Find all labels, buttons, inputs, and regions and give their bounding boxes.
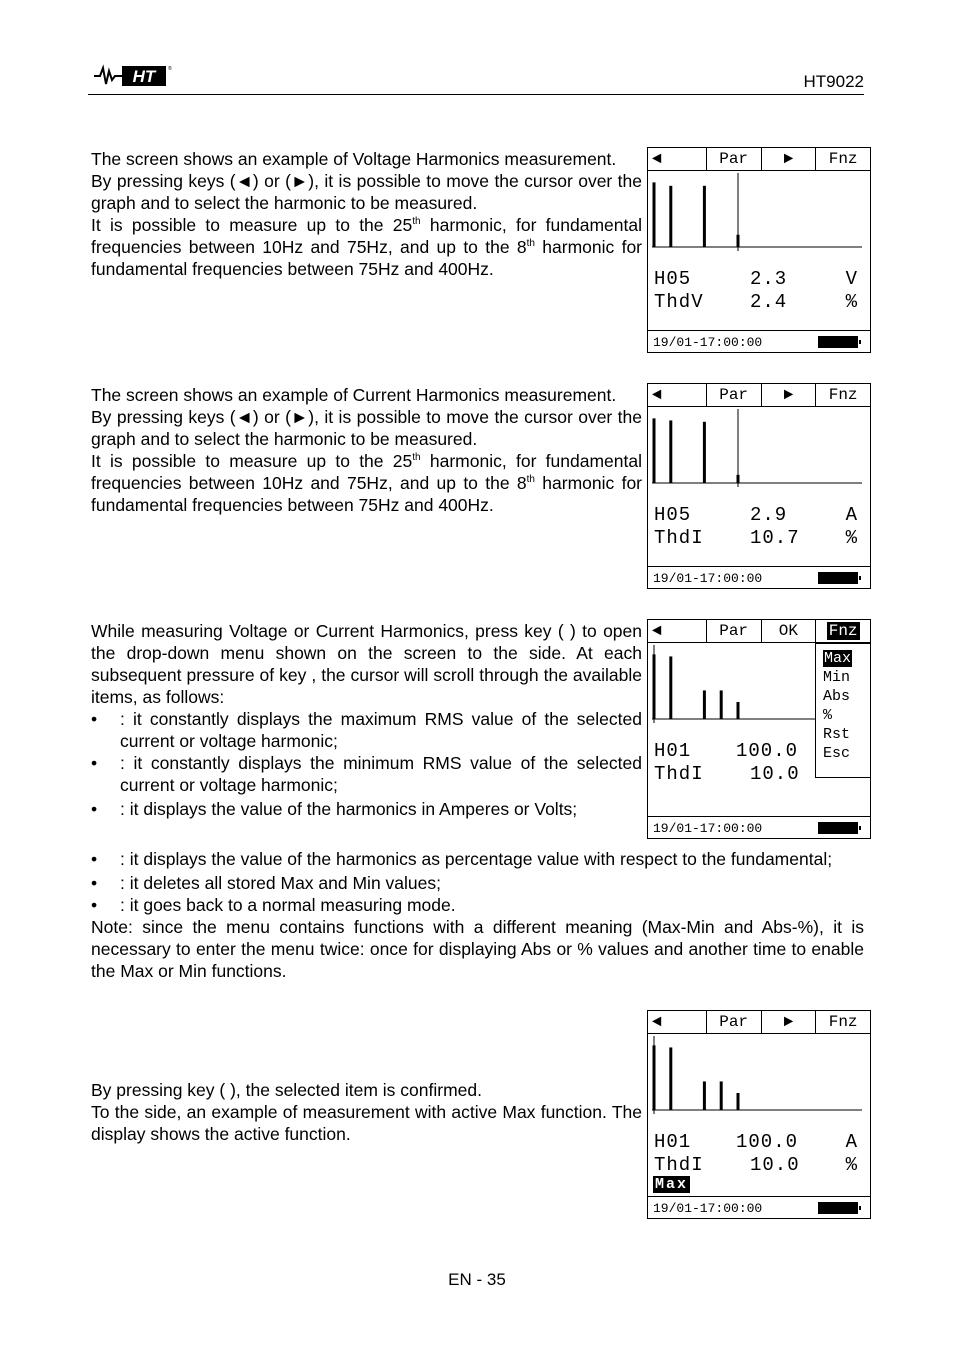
model-name: HT9022 bbox=[803, 72, 864, 91]
thd-value: 10.0 bbox=[750, 763, 800, 785]
lcd-tab-bar bbox=[648, 620, 870, 643]
menu-item-abs[interactable]: Abs bbox=[823, 688, 851, 705]
thd-label: ThdV bbox=[654, 291, 704, 313]
lcd-function-menu bbox=[647, 619, 871, 839]
battery-icon bbox=[818, 572, 858, 584]
harmonic-value: 2.3 bbox=[750, 268, 788, 290]
menu-item-rst[interactable]: Rst bbox=[823, 726, 851, 743]
battery-icon bbox=[818, 822, 858, 834]
section4-p2: To the side, an example of measurement with active Max function. The display shows the active function. bbox=[91, 1102, 642, 1144]
header-rule bbox=[88, 94, 864, 95]
menu-items-list-cont bbox=[91, 848, 864, 916]
tab-ok[interactable]: OK bbox=[761, 620, 816, 642]
tab-fnz[interactable]: Fnz bbox=[815, 1011, 870, 1033]
timestamp: 19/01-17:00:00 bbox=[653, 1201, 763, 1216]
list-item-percent: • : it displays the value of the harmonics as percentage value with respect to the fundamental; bbox=[91, 848, 864, 870]
ht-logo bbox=[92, 62, 170, 88]
tab-fnz-active[interactable]: Fnz bbox=[815, 620, 870, 642]
thd-value: 10.0 bbox=[750, 1154, 800, 1176]
thd-label: ThdI bbox=[654, 763, 704, 785]
lcd-voltage-harmonics bbox=[647, 147, 871, 353]
menu-item-percent[interactable]: % bbox=[823, 707, 833, 724]
section2-text bbox=[91, 384, 642, 516]
tab-right[interactable]: ► bbox=[761, 1011, 816, 1033]
section2-p3: It is possible to measure up to the 25th harmonic, for fundamental frequencies between 10Hz and 75Hz, and up to the 8th harmonic for fundamental frequencies between 75Hz and 400Hz. bbox=[91, 451, 643, 515]
harmonic-unit: A bbox=[845, 504, 858, 526]
harmonic-value: 100.0 bbox=[736, 1131, 799, 1153]
tab-left[interactable]: ◄ bbox=[652, 386, 662, 404]
thd-unit: % bbox=[845, 1154, 858, 1176]
tab-par[interactable]: Par bbox=[706, 148, 761, 170]
section4-p1: By pressing key ( ), the selected item is confirmed. bbox=[91, 1080, 482, 1100]
tab-par[interactable]: Par bbox=[706, 384, 761, 406]
harmonic-label: H05 bbox=[654, 504, 692, 526]
active-function-badge: Max bbox=[655, 1176, 689, 1193]
section1-p1: The screen shows an example of Voltage Harmonics measurement. bbox=[91, 149, 617, 169]
menu-item-max[interactable]: Max bbox=[824, 650, 852, 667]
section1-p3: It is possible to measure up to the 25th harmonic, for fundamental frequencies between 10Hz and 75Hz, and up to the 8th harmonic for fundamental frequencies between 75Hz and 400Hz. bbox=[91, 215, 643, 279]
lcd-max-active bbox=[647, 1010, 871, 1219]
harmonic-value: 2.9 bbox=[750, 504, 788, 526]
tab-right[interactable]: ► bbox=[761, 384, 816, 406]
page-number: EN - 35 bbox=[448, 1270, 506, 1289]
lcd-readings bbox=[648, 265, 870, 321]
thd-value: 2.4 bbox=[750, 291, 788, 313]
lcd-status-bar bbox=[648, 330, 870, 352]
thd-label: ThdI bbox=[654, 1154, 704, 1176]
lcd-current-harmonics bbox=[647, 383, 871, 589]
harmonic-label: H01 bbox=[654, 740, 692, 762]
lcd-status-bar bbox=[648, 566, 870, 588]
section3-text-wide bbox=[91, 848, 864, 982]
section2-p1: The screen shows an example of Current Harmonics measurement. bbox=[91, 385, 617, 405]
harmonic-graph bbox=[648, 407, 870, 501]
menu-item-esc[interactable]: Esc bbox=[823, 745, 851, 762]
harmonic-value: 100.0 bbox=[736, 740, 799, 762]
harmonic-graph bbox=[648, 171, 870, 265]
svg-text:®: ® bbox=[168, 66, 172, 72]
fnz-dropdown-menu bbox=[815, 643, 871, 778]
section3-note: Note: since the menu contains functions with a different meaning (Max-Min and Abs-%), it is necessary to enter the menu twice: once for displaying Abs or % values and another time to enable the Max or Min functions. bbox=[91, 917, 864, 981]
thd-unit: % bbox=[845, 527, 858, 549]
menu-items-list bbox=[91, 708, 642, 820]
thd-label: ThdI bbox=[654, 527, 704, 549]
tab-left[interactable]: ◄ bbox=[652, 1013, 662, 1031]
timestamp: 19/01-17:00:00 bbox=[653, 335, 763, 350]
list-item-rst: • : it deletes all stored Max and Min values; bbox=[91, 872, 864, 894]
section2-p2: By pressing keys (◄) or (►), it is possible to move the cursor over the graph and to select the harmonic to be measured. bbox=[91, 407, 642, 449]
harmonic-unit: A bbox=[845, 1131, 858, 1153]
timestamp: 19/01-17:00:00 bbox=[653, 821, 763, 836]
lcd-status-bar bbox=[648, 816, 870, 838]
lcd-tab-bar bbox=[648, 384, 870, 407]
battery-icon bbox=[818, 1202, 858, 1214]
tab-fnz[interactable]: Fnz bbox=[815, 148, 870, 170]
lcd-readings bbox=[648, 501, 870, 557]
timestamp: 19/01-17:00:00 bbox=[653, 571, 763, 586]
lcd-tab-bar bbox=[648, 148, 870, 171]
harmonic-unit: V bbox=[845, 268, 858, 290]
section1-p2: By pressing keys (◄) or (►), it is possible to move the cursor over the graph and to select the harmonic to be measured. bbox=[91, 171, 642, 213]
tab-fnz[interactable]: Fnz bbox=[815, 384, 870, 406]
tab-par[interactable]: Par bbox=[706, 620, 761, 642]
list-item-abs: • : it displays the value of the harmonics in Amperes or Volts; bbox=[91, 798, 642, 820]
battery-icon bbox=[818, 336, 858, 348]
section1-text bbox=[91, 148, 642, 280]
tab-left[interactable]: ◄ bbox=[652, 622, 662, 640]
lcd-status-bar bbox=[648, 1196, 870, 1218]
section4-text bbox=[91, 1079, 642, 1145]
list-item-min: • : it constantly displays the minimum RMS value of the selected current or voltage harmonic; bbox=[91, 752, 642, 796]
list-item-esc: • : it goes back to a normal measuring mode. bbox=[91, 894, 864, 916]
section3-text bbox=[91, 620, 642, 820]
thd-value: 10.7 bbox=[750, 527, 800, 549]
section3-intro: While measuring Voltage or Current Harmonics, press key ( ) to open the drop-down menu shown on the screen to the side. At each subsequent pressure of key , the cursor will scroll through the available items, as follows: bbox=[91, 621, 642, 707]
tab-right[interactable]: ► bbox=[761, 148, 816, 170]
thd-unit: % bbox=[845, 291, 858, 313]
menu-item-min[interactable]: Min bbox=[823, 669, 851, 686]
lcd-tab-bar bbox=[648, 1011, 870, 1034]
list-item-max: • : it constantly displays the maximum RMS value of the selected current or voltage harmonic; bbox=[91, 708, 642, 752]
harmonic-label: H05 bbox=[654, 268, 692, 290]
harmonic-graph bbox=[648, 1034, 870, 1128]
lcd-readings bbox=[648, 1128, 870, 1196]
tab-left[interactable]: ◄ bbox=[652, 150, 662, 168]
harmonic-label: H01 bbox=[654, 1131, 692, 1153]
tab-par[interactable]: Par bbox=[706, 1011, 761, 1033]
logo-text: HT bbox=[132, 67, 156, 86]
